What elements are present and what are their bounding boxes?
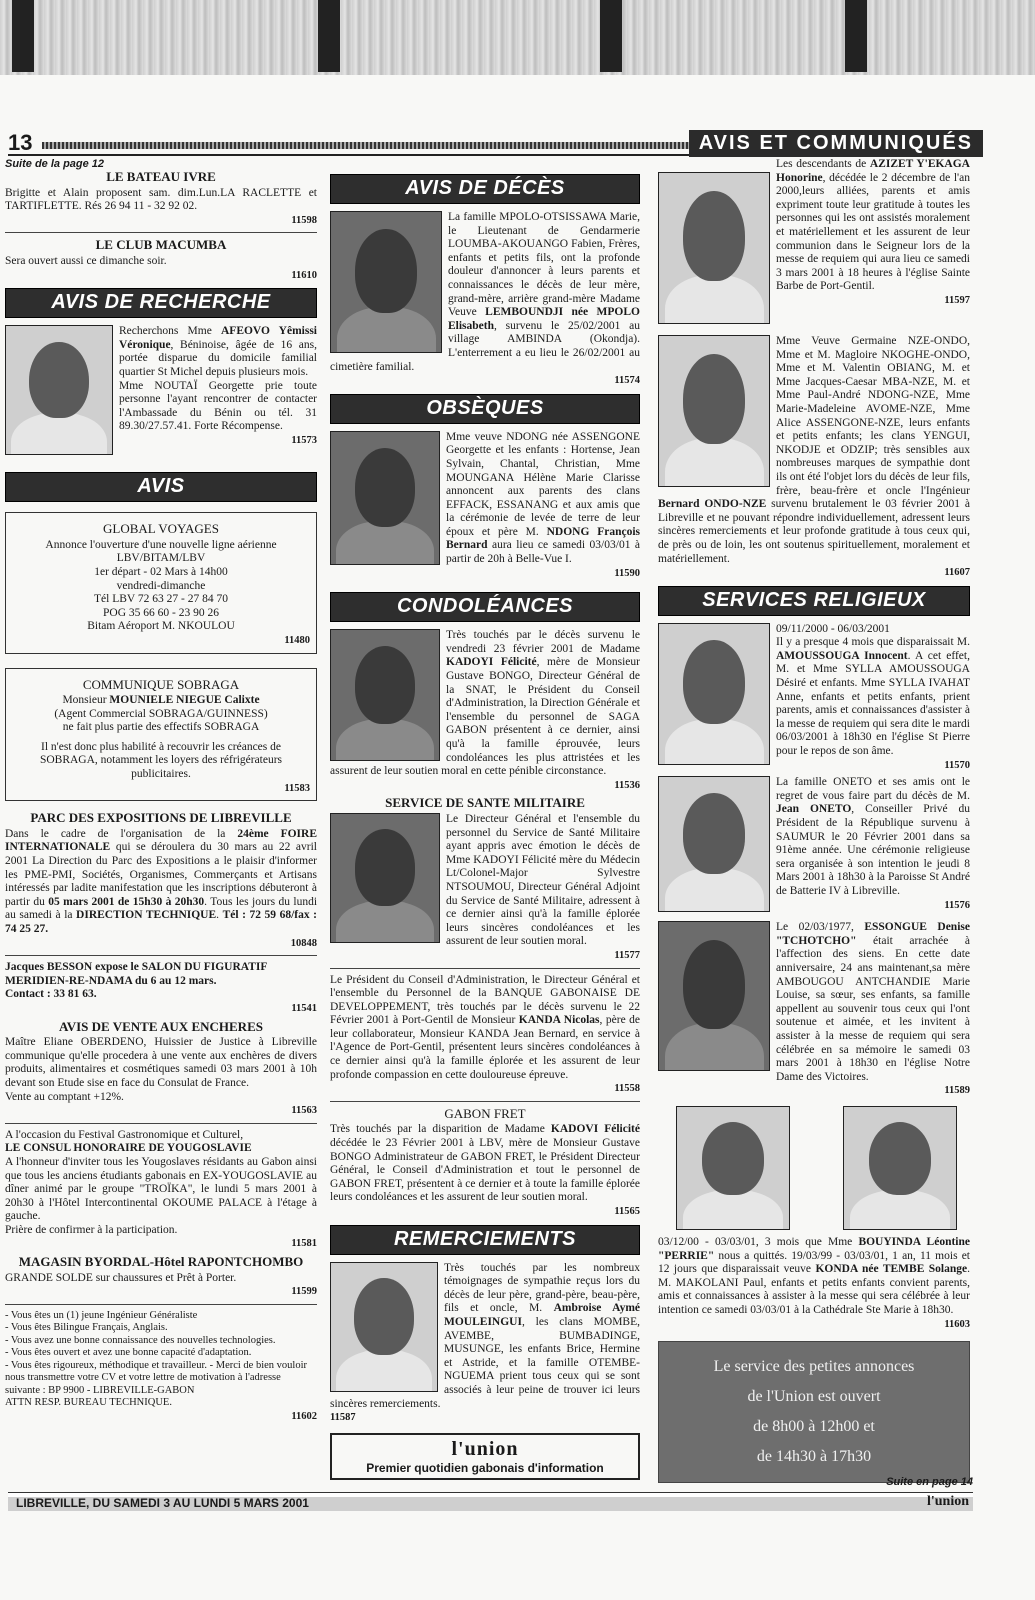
recherche-contact: Mme NOUTAÏ Georgette prie toute personne l'ayant rencontrer de contacter l'Ambassade du Bénin ou tél. 31 89.30/27.57.41. Forte Récompense.: [119, 379, 317, 433]
ref-number: 11598: [291, 214, 317, 226]
deceased-photo: [676, 1106, 790, 1230]
scan-top-strip: [0, 0, 1035, 75]
macumba-title: LE CLUB MACUMBA: [95, 237, 227, 253]
obseques-banner: OBSÈQUES: [330, 394, 640, 424]
bouyinda-text: 03/12/00 - 03/03/01, 3 mois que Mme BOUYINDA Léontine "PERRIE" nous a quittés. 19/03/99 - 03/03/01, 1 an, 11 mois et 12 jours que disparaissait veuve KONDA née TEMBE Solange. M. MAKOLANI Paul, enfants et petits enfants convient parents, amis et connaissances à assister à la messe qui sera célébrée à leur intention ce samedi 03/03/01 à la Cathédrale Ste Marie à 18h30.: [658, 1235, 970, 1316]
ref-number: 11590: [614, 567, 640, 579]
footer-logo: l'union: [926, 1494, 969, 1509]
union-tagline: Premier quotidien gabonais d'information: [366, 1460, 604, 1475]
page-header: [8, 130, 983, 156]
ref-number: 11541: [291, 1002, 317, 1014]
remerciements-banner: REMERCIEMENTS: [330, 1225, 640, 1255]
ref-number: 11577: [614, 949, 640, 961]
avis-banner: AVIS: [5, 472, 317, 502]
deceased-photo: [330, 431, 440, 565]
ref-number: 11587: [330, 1412, 356, 1424]
service-line: Le service des petites annonces: [713, 1358, 915, 1376]
bateau-title: LE BATEAU IVRE: [106, 169, 216, 184]
sante-title: SERVICE DE SANTE MILITAIRE: [385, 795, 585, 811]
oneto-text: La famille ONETO et ses amis ont le regret de vous faire part du décès de M. Jean ONETO, Conseiller Privé du Président de la République survenu à SAUMUR le 20 Février 2001 dans sa 91ème année. Une cérémonie religieuse sera organisée à son intention le jeudi 8 Mars 2001 à 18h30 à la Paroisse St André de Batterie IV à Libreville.: [776, 776, 970, 897]
amous-dates: 09/11/2000 - 06/03/2001: [776, 622, 890, 635]
consul-text: A l'honneur d'inviter tous les Yougoslaves résidants au Gabon ainsi que tous les anciens étudiants gabonais en EX-YOUGOSLAVIE au dîner animé par le groupe "TROÏKA", le lundi 5 mars 2001 à 20h30 à l'Hôtel Intercontinental OKOUME PALACE à l'étage à gauche.: [5, 1155, 317, 1223]
magasin-title: MAGASIN BYORDAL-Hôtel RAPONTCHOMBO: [18, 1254, 304, 1270]
global-voyages-box: [5, 512, 317, 653]
deceased-photo: [330, 629, 440, 761]
parc-text: Dans le cadre de l'organisation de la 24ème FOIRE INTERNATIONALE qui se déroulera du 30 mars au 22 avril 2001 La Direction du Parc des Expositions a le plaisir d'informer les PME-PMI, Sociétés, Organismes, Commerçants et Artisans intéressés par ladite manifestation que les inscriptions débuteront à partir du 05 mars 2001 de 15h30 à 20h30. Tous les jours du lundi au samedi à la DIRECTION TECHNIQUE. Tél : 72 59 68/fax : 74 25 27.: [5, 827, 318, 935]
consul-line: A l'occasion du Festival Gastronomique et Culturel,: [5, 1128, 244, 1141]
scan-bar: [845, 0, 867, 72]
essongue-text: Le 02/03/1977, ESSONGUE Denise "TCHOTCHO" était arrachée à l'affection des siens. En cette date anniversaire, 24 ans maintenant,sa mère AMBOUGOU ANTCHANDIE Marie Louise, sa sœur, ses enfants, sa famille appellent au souvenir tous ceux qui l'ont soutenue et aimée, et les invitent à assister à la messe de requiem qui sera célébrée en sa mémoire le samedi 03 mars 2001 à 18h30 en l'église Notre Dame des Victoires.: [776, 921, 970, 1083]
suite-en-label: Suite en page 14: [886, 1476, 973, 1488]
column-left: [5, 158, 317, 1423]
scan-bar: [318, 0, 340, 72]
parc-title: PARC DES EXPOSITIONS DE LIBREVILLE: [30, 810, 292, 826]
sobraga-line: (Agent Commercial SOBRAGA/GUINNESS): [54, 707, 268, 720]
bateau-text: Brigitte et Alain proposent sam. dim.Lun.LA RACLETTE et TARTIFLETTE. Rés 26 94 11 - 32 92 02.: [5, 186, 317, 213]
bgd-text: Le Président du Conseil d'Administration, le Directeur Général et l'ensemble du Personnel de la BANQUE GABONAISE DE DEVELOPPEMENT, très touchés par le décès survenu le 22 Février 2001 à Port-Gentil de Monsieur KANDA Nicolas, père de leur collaborateur, Monsieur KANDA Jean Bernard, en service à l'Agence de Port-Gentil, présentent leurs sincères condoléances à ce dernier ainsi qu'à la famille éplorée et les assurent de leur profonde compassion en cette douloureuse épreuve.: [330, 973, 640, 1081]
missing-person-photo: [5, 325, 113, 455]
global-title: GLOBAL VOYAGES: [103, 521, 219, 537]
ref-number: 11599: [291, 1286, 317, 1298]
service-line: de 8h00 à 12h00 et: [753, 1418, 875, 1436]
ref-number: 11563: [291, 1105, 317, 1117]
column-middle: [330, 158, 640, 1488]
vente-text2: Vente au comptant +12%.: [5, 1090, 124, 1103]
ref-number: 11565: [614, 1206, 640, 1217]
ref-number: 11480: [284, 634, 310, 646]
ref-number: 11597: [944, 294, 970, 306]
global-line: 1er départ - 02 Mars à 14h00: [94, 565, 228, 578]
deces-text: La famille MPOLO-OTSISSAWA Marie, le Lieutenant de Gendarmerie LOUMBA-AKOUANGO Fabien, Frères, enfants et petits fils, ont la profonde douleur d'annoncer à leurs parents et connaissances le décès de leur mère, grand-mère, arrière grand-mère Madame Veuve LEMBOUNDJI née MPOLO Elisabeth, survenu le 25/02/2001 au village AMBINDA (Okondja). L'enterrement a eu lieu le 26/02/2001 au cimetière familial.: [330, 211, 640, 373]
bouyinda-photos: [658, 1106, 970, 1236]
macumba-text: Sera ouvert aussi ce dimanche soir.: [5, 254, 167, 267]
magasin-text: GRANDE SOLDE sur chaussures et Prêt à Porter.: [5, 1271, 237, 1284]
obseques-text: Mme veuve NDONG née ASSENGONE Georgette et les enfants : Hortense, Jean Sylvain, Chantal, Christian, Mme MOUNGANA Hélène Marie Clarisse annoncent aux parents des clans EFFACK, ESSANANG et aux amis que la cérémonie de levée de terre de leur époux et père M. NDONG François Bernard aura lieu ce samedi 03/03/01 à partir de 20h à Belle-Vue I.: [446, 430, 641, 566]
page-number: 13: [8, 130, 33, 155]
global-line: vendredi-dimanche: [116, 579, 206, 592]
besson-text: Jacques BESSON expose le SALON DU FIGURATIF MERIDIEN-RE-NDAMA du 6 au 12 mars.: [5, 961, 267, 987]
remerc-text: Très touchés par les nombreux témoignages de sympathie reçus lors du décès de leur père, grand-père, beau-père, fils et oncle, M. Ambroise Aymé MOULEINGUI, les clans MOMBE, AVEMBE, BUMBADINGE, MUSUNGE, les enfants Brice, Hermine et Astride, et la famille OTEMBE-NGUEMA prient tous ceux qui se sont associés à leur peine de trouver ici leurs sincères remerciements.: [330, 1261, 641, 1410]
ref-number: 11558: [614, 1083, 640, 1095]
service-line: de 14h30 à 17h30: [756, 1448, 872, 1466]
list-item: - Vous êtes Bilingue Français, Anglais.: [5, 1322, 168, 1334]
list-item: - Vous êtes un (1) jeune Ingénieur Généraliste: [5, 1309, 198, 1321]
column-right: [658, 158, 970, 1483]
header-rule: [42, 142, 723, 149]
recherche-text: Recherchons Mme AFEOVO Yêmissi Véronique, Béninoise, âgée de 16 ans, portée disparue du domicile familial quartier St Michel depuis plusieurs mois.: [119, 325, 318, 378]
fret-title: GABON FRET: [444, 1105, 526, 1121]
footer-date: LIBREVILLE, DU SAMEDI 3 AU LUNDI 5 MARS 2001: [16, 1496, 309, 1510]
petites-annonces-box: [658, 1341, 970, 1483]
ref-number: 11607: [944, 567, 970, 579]
ref-number: 11576: [944, 899, 970, 911]
ref-number: 11581: [291, 1238, 317, 1250]
deceased-photo: [330, 211, 442, 353]
besson-contact: Contact : 33 81 63.: [5, 988, 97, 1001]
deceased-photo: [658, 921, 770, 1071]
list-item: - Vous avez une bonne connaissance des nouvelles technologies.: [5, 1334, 276, 1346]
vente-title: AVIS DE VENTE AUX ENCHERES: [59, 1018, 263, 1034]
sobraga-line: ne fait plus partie des effectifs SOBRAGA: [62, 721, 260, 734]
avis-recherche-banner: AVIS DE RECHERCHE: [5, 288, 317, 318]
ref-number: 11574: [614, 375, 640, 387]
scan-bar: [12, 0, 34, 72]
ref-number: 11610: [291, 269, 317, 281]
ref-number: 11570: [944, 759, 970, 771]
ref-number: 11603: [944, 1318, 970, 1330]
azizet-text: Les descendants de AZIZET Y'EKAGA Honorine, décédée le 2 décembre de l'an 2000,leurs alliées, parents et amis expriment toute leur gratitude à toutes les personnes qui les ont assistés moralement et matériellement et les assurent de leur communion dans le Seigneur lors de la messe de requiem qui aura lieu ce samedi 3 mars 2001 à 18 heures à l'église Sainte Barbe de Port-Gentil.: [776, 158, 970, 293]
global-line: Tél LBV 72 63 27 - 27 84 70: [94, 593, 228, 606]
ref-number: 11602: [291, 1410, 317, 1422]
sobraga-line: Il n'est donc plus habilité à recouvrir les créances de SOBRAGA, notamment les loyers des réfrigérateurs publicitaires.: [39, 740, 283, 781]
global-line: Annonce l'ouverture d'une nouvelle ligne aérienne: [45, 538, 277, 551]
union-ad-box: [330, 1433, 640, 1480]
service-line: de l'Union est ouvert: [747, 1388, 881, 1406]
ref-number: 11589: [944, 1085, 970, 1097]
nze-text: Mme Veuve Germaine NZE-ONDO, Mme et M. Magloire NKOGHE-ONDO, Mme et M. Valentin OBIANG, M. et Mme Jacques-Caesar MBA-NZE, M. et Mme Paul-André NDONG-NZE, Mme Marie-Madeleine AVOME-NZE, Mme Alice ASSENGONE-NZE, leurs enfants et petits enfants; les clans YENGUI, NKODJE et ODZIP; très sensibles aux nombreuses marques de sympathie dont ils ont été l'objet lors du décès de leur fils, frère, beau-frère et oncle l'Ingénieur Bernard ONDO-NZE survenu brutalement le 03 février 2001 à Libreville et ne pouvant répondre individuellement, adressent leurs sincères remerciements et leur profonde gratitude à tous ceux qui, de près ou de loin, les ont soutenus spirituellement, moralement et matériellement.: [658, 335, 970, 565]
global-line: Bitam Aéroport M. NKOULOU: [87, 620, 235, 633]
sobraga-title: COMMUNIQUE SOBRAGA: [82, 676, 240, 692]
deceased-photo: [330, 813, 440, 943]
deceased-photo: [658, 776, 770, 912]
consul-text2: Prière de confirmer à la participation.: [5, 1223, 178, 1236]
sobraga-line: Monsieur MOUNIELE NIEGUE Calixte: [62, 694, 260, 707]
suite-de-label: Suite de la page 12: [5, 158, 105, 170]
union-logo: l'union: [451, 1437, 519, 1460]
section-title: AVIS ET COMMUNIQUÉS: [689, 130, 983, 157]
consul-title: LE CONSUL HONORAIRE DE YOUGOSLAVIE: [5, 1142, 252, 1155]
vente-text: Maître Eliane OBERDENO, Huissier de Justice à Libreville communique qu'elle procedera à une vente aux enchères de divers produits, alimentaires et cosmétiques samedi 03 mars 2001 à 10h devant son Etude sise en face du Consulat de France.: [5, 1036, 317, 1089]
fret-text: Très touchés par la disparition de Madame KADOVI Félicité décédée le 23 Février 2001 à LBV, mère de Monsieur Gustave BONGO Administrateur de GABON FRET, le Président Directeur Général, le Conseil d'Administration et tout le personnel de GABON FRET, présentent à ce dernier et à toute la famille éplorée leurs condoléances et les assurent de leur soutien moral.: [330, 1123, 640, 1204]
scan-bar: [600, 0, 622, 72]
global-line: LBV/BITAM/LBV: [116, 552, 206, 565]
deceased-photo: [658, 623, 770, 765]
ingenieur-list: [5, 1310, 317, 1410]
list-item: - Vous êtes ouvert et avez une bonne capacité d'adaptation.: [5, 1347, 252, 1359]
deceased-photo: [658, 335, 770, 487]
page-footer: [8, 1492, 973, 1511]
services-religieux-banner: SERVICES RELIGIEUX: [658, 586, 970, 616]
ref-number: 11536: [614, 779, 640, 791]
amous-text: Il y a presque 4 mois que disparaissait M. AMOUSSOUGA Innocent. A cet effet, M. et Mme SYLLA AMOUSSOUGA Désiré et enfants. Mme SYLLA IVAHAT Anne, enfants et petits enfants, prient parents, amis et connaissances d'assister à la messe de requiem qui sera dite le mardi 06/03/2001 à 18h30 en l'église St Pierre pour le repos de son âme.: [776, 636, 970, 758]
sante-text: Le Directeur Général et l'ensemble du personnel du Service de Santé Militaire ayant appris avec émotion le décès de Mme KADOYI Félicité mère du Médecin Lt/Colonel-Major Sylvestre NTSOUMOU, Directeur Général Adjoint du Service de Santé Militaire, adressent à ce dernier ainsi qu'à la famille éplorée leurs sincères condoléances et les assurent de leur soutien moral.: [446, 812, 640, 948]
global-line: POG 35 66 60 - 23 90 26: [103, 606, 219, 619]
ref-number: 11583: [284, 782, 310, 794]
deceased-photo: [843, 1106, 957, 1230]
list-item: - Vous êtes rigoureux, méthodique et travailleur. - Merci de bien vouloir nous transmettre votre CV et votre lettre de motivation à l'adresse suivante : BP 9900 - LIBREVILLE-GABON: [5, 1359, 307, 1396]
condo-text: Très touchés par le décès survenu le vendredi 23 février 2001 de Madame KADOYI Félicité, mère de Monsieur Gustave BONGO, Directeur Général de la SNAT, le Président du Conseil d'Administration, la Direction Générale et l'ensemble du personnel de SAGA GABON présentent à ce dernier, ainsi qu'à la famille éprouvée, leurs condoléances les plus attristées et les assurent de leur soutien moral en cette pénible circonstance.: [330, 629, 640, 778]
condoleances-banner: CONDOLÉANCES: [330, 592, 640, 622]
ref-number: 11573: [291, 434, 317, 446]
deceased-photo: [658, 172, 770, 324]
ref-number: 10848: [290, 937, 317, 949]
list-item: ATTN RESP. BUREAU TECHNIQUE.: [5, 1397, 172, 1409]
sobraga-box: [5, 668, 317, 802]
avis-deces-banner: AVIS DE DÉCÈS: [330, 174, 640, 204]
deceased-photo: [330, 1262, 438, 1392]
